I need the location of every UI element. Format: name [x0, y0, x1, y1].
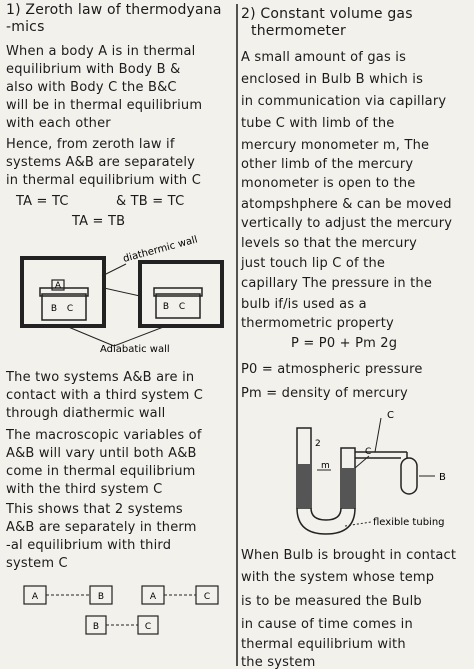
- r-para1-line: A small amount of gas is: [241, 50, 407, 65]
- r-para1-line: capillary The pressure in the: [241, 276, 433, 291]
- box-label: A: [149, 592, 157, 602]
- r-para2-line: is to be measured the Bulb: [241, 594, 422, 609]
- bulb-b: [401, 458, 417, 494]
- zeroth-law-diagram: [6, 236, 238, 356]
- para4-line: This shows that 2 systems: [6, 502, 183, 517]
- equation-tb-tc: & TB = TC: [116, 194, 185, 209]
- wall-strip-right: [154, 288, 202, 296]
- para1-line: will be in thermal equilibrium: [6, 98, 203, 113]
- label-c: C: [66, 304, 74, 314]
- r-para1-line: other limb of the mercury: [241, 157, 414, 172]
- equilibrium-boxes-diagram: [6, 578, 238, 668]
- c-mid-label: C: [365, 447, 372, 457]
- para3-line: with the third system C: [6, 482, 163, 497]
- adiabatic-label: Adiabatic wall: [100, 344, 170, 355]
- r-para2-line: in cause of time comes in: [241, 617, 413, 632]
- u-bend-outer: [297, 508, 355, 534]
- adiabatic-pointer: [66, 326, 114, 346]
- c-top-pointer: [375, 418, 381, 452]
- box-label: B: [97, 592, 105, 602]
- para1-line: equilibrium with Body B &: [6, 62, 181, 77]
- mercury-right: [341, 468, 355, 508]
- r-para2-line: with the system whose temp: [241, 570, 435, 585]
- pressure-formula: P = P0 + Pm 2g: [291, 336, 398, 351]
- para4-line: system C: [6, 556, 68, 571]
- para2-line: The two systems A&B are in: [6, 370, 195, 385]
- definition-p0: P0 = atmospheric pressure: [241, 362, 423, 377]
- para3-line: A&B will vary until both A&B: [6, 446, 197, 461]
- equation-ta-tc: TA = TC: [16, 194, 69, 209]
- system-c-box-left: [42, 294, 86, 320]
- r-para1-line: just touch lip C of the: [241, 256, 386, 271]
- para4-line: -al equilibrium with third: [6, 538, 172, 553]
- para1-line: with each other: [6, 116, 111, 131]
- mercury-left: [297, 464, 311, 508]
- box-label: C: [144, 622, 152, 632]
- r-para1-line: levels so that the mercury: [241, 236, 418, 251]
- para3-line: The macroscopic variables of: [6, 428, 202, 443]
- r-para2-line: When Bulb is brought in contact: [241, 548, 457, 563]
- left-heading-line-2: -mics: [6, 19, 45, 35]
- height-label: 2: [315, 439, 321, 449]
- r-para1-line: monometer is open to the: [241, 176, 416, 191]
- r-para1-line: mercury monometer m, The: [241, 138, 430, 153]
- r-para1-line: tube C with limb of the: [241, 116, 395, 131]
- adiabatic-pointer-2: [114, 326, 166, 346]
- gas-thermometer-diagram: [241, 408, 469, 538]
- box-label: B: [92, 622, 100, 632]
- para2-line: through diathermic wall: [6, 406, 166, 421]
- equation-ta-tb: TA = TB: [72, 214, 126, 229]
- r-para2-line: the system: [241, 655, 316, 669]
- para1-line: also with Body C the B&C: [6, 80, 177, 95]
- para1-line: systems A&B are separately: [6, 155, 196, 170]
- adiabatic-box-left: [22, 258, 104, 326]
- r-para1-line: bulb if/is used as a: [241, 297, 367, 312]
- r-para1-line: enclosed in Bulb B which is: [241, 72, 424, 87]
- left-column: [6, 0, 238, 669]
- box-label: A: [31, 592, 39, 602]
- label-b-right: B: [162, 302, 170, 312]
- right-heading-line-1: 2) Constant volume gas: [241, 6, 413, 22]
- label-c-right: C: [178, 302, 186, 312]
- para1-line: When a body A is in thermal: [6, 44, 196, 59]
- box-label: C: [203, 592, 211, 602]
- right-heading-line-2: thermometer: [251, 23, 346, 39]
- r-para1-line: thermometric property: [241, 316, 394, 331]
- r-para1-line: atompshphere & can be moved: [241, 197, 452, 212]
- para2-line: contact with a third system C: [6, 388, 204, 403]
- para1-line: in thermal equilibrium with C: [6, 173, 201, 188]
- connector-line: [104, 288, 140, 296]
- bulb-label: B: [439, 472, 446, 483]
- m-label: m: [321, 461, 330, 471]
- r-para2-line: thermal equilibrium with: [241, 637, 406, 652]
- tubing-label: flexible tubing: [373, 517, 445, 528]
- left-heading-line-1: 1) Zeroth law of thermodyana: [6, 2, 222, 18]
- definition-pm: Pm = density of mercury: [241, 386, 408, 401]
- diathermic-label: diathermic wall: [121, 234, 199, 265]
- label-a: A: [54, 281, 62, 291]
- para1-line: Hence, from zeroth law if: [6, 137, 175, 152]
- u-bend-inner: [311, 508, 341, 520]
- para3-line: come in thermal equilibrium: [6, 464, 196, 479]
- r-para1-line: vertically to adjust the mercury: [241, 216, 453, 231]
- label-b: B: [50, 304, 58, 314]
- para4-line: A&B are separately in therm: [6, 520, 197, 535]
- c-top-label: C: [387, 410, 394, 421]
- r-para1-line: in communication via capillary: [241, 94, 447, 109]
- right-column: [241, 0, 469, 669]
